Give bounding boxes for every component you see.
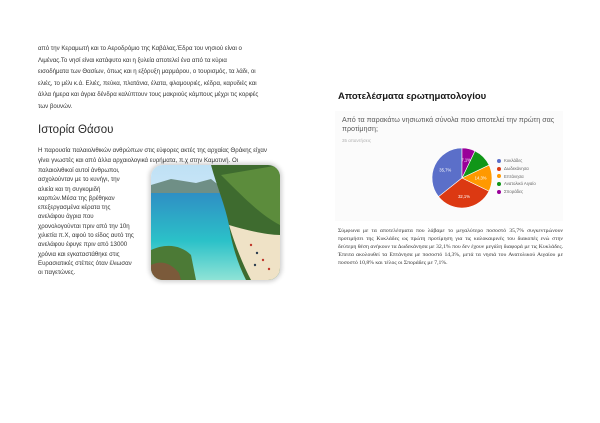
legend-swatch <box>497 167 501 171</box>
legend-label: Κυκλάδες <box>504 158 523 163</box>
survey-chart <box>335 111 563 221</box>
legend-swatch <box>497 159 501 163</box>
intro-paragraph: από την Κεραμωτή και το Αεροδρόμιο της Καβάλας.Έδρα του νησιού είναι ο Λιμένας.Το νησί είναι κατάφυτο και η ξυλεία αποτελεί ένα από τα κύρια εισοδήματα των Θασίων, όπως και η εξόρυξη μαρμάρου, ο τουρισμός, τα λάδι, οι ελιές, το μέλι κ.ά. Ελιές, πεύκα, πλατάνια, έλατα, φλαμουριές, κέδρα, καρυδιές και άλλα ήμερα και άγρια δένδρα καλύπτουν τους μακριούς κάμπους μέχρι τις κορφές των βουνών. <box>38 45 259 110</box>
legend-item <box>497 188 536 196</box>
pie-label-1: 35,7% <box>439 167 452 173</box>
results-heading: Αποτελέσματα ερωτηματολογίου <box>338 91 487 102</box>
pie-label-3: 14,3% <box>474 175 487 181</box>
results-paragraph: Σύμφωνα με τα αποτελέσματα που λάβαμε το μεγαλύτερο ποσοστό 35,7% συγκεντρώνουν προτιμήσει της Κυκλάδες ως πρώτη προτίμηση για τις καλοκαιρινές του διακοπές ενώ στην δεύτερη θέση ανήκουν τα Δωδεκάνησα με 32,1% που δεν έχουν μεγάλη διαφορά με τις Κυκλάδες. Έπειτα ακολουθεί τα Επτάνησα με ποσοστό 14,3%, μετά τα νησιά του Ανατολικού Αιγαίου με ποσοστό 10,8% και τέλος οι Σποράδες με 7,1%. <box>338 228 563 266</box>
legend-item <box>497 180 536 188</box>
history-paragraph-top: Η παρουσία παλαιολιθικών ανθρώπων στις εύφορες ακτές της αρχαίας Θράκης είχαν γίνει γνωστές και από άλλα αρχαιολογικά ευρήματα, π.χ στην Καμοτινή. Οι <box>38 147 267 164</box>
pie-label-2: 32,1% <box>458 193 470 199</box>
legend-item <box>497 157 536 165</box>
chart-legend <box>497 157 536 196</box>
legend-label: Ανατολικό Αιγαίο <box>504 181 536 187</box>
legend-swatch <box>497 182 501 186</box>
history-heading: Ιστορία Θάσου <box>38 124 114 136</box>
legend-label: Σποράδες <box>504 189 524 195</box>
legend-label: Δωδεκάνησα <box>504 165 529 171</box>
legend-label: Επτάνησα <box>504 173 524 179</box>
pie-label-5: 7,1% <box>461 157 471 163</box>
chart-responses-count: 35 απαντήσεις <box>342 138 371 143</box>
legend-item <box>497 165 536 173</box>
beach-photo-drawing <box>151 165 280 280</box>
legend-swatch <box>497 190 501 194</box>
beach-photo <box>151 165 280 280</box>
legend-swatch <box>497 174 501 178</box>
legend-item <box>497 173 536 181</box>
history-paragraph-wrapped: παλαιολιθικοί αυτοί άνθρωποι, ασχολούνταν με το κυνήγι, την αλιεία και τη συγκομιδή καρπών.Μέσα της βρέθηκαν επεξεργασμένα κέρατα της ανελάφου άγρια που χρονολογούνται πριν από την 10η χιλιετία π.Χ, αφού το είδος αυτό της ανελάφου έφυγε πριν από 13000 χρόνια και εγκαταστάθηκε στις Ευρασιατικές στέπες όταν έλιωσαν οι παγετώνες. <box>38 167 134 277</box>
chart-question: Από τα παρακάτω νησιωτικά σύνολα ποιο αποτελεί την πρώτη σας προτίμηση; <box>342 115 555 133</box>
